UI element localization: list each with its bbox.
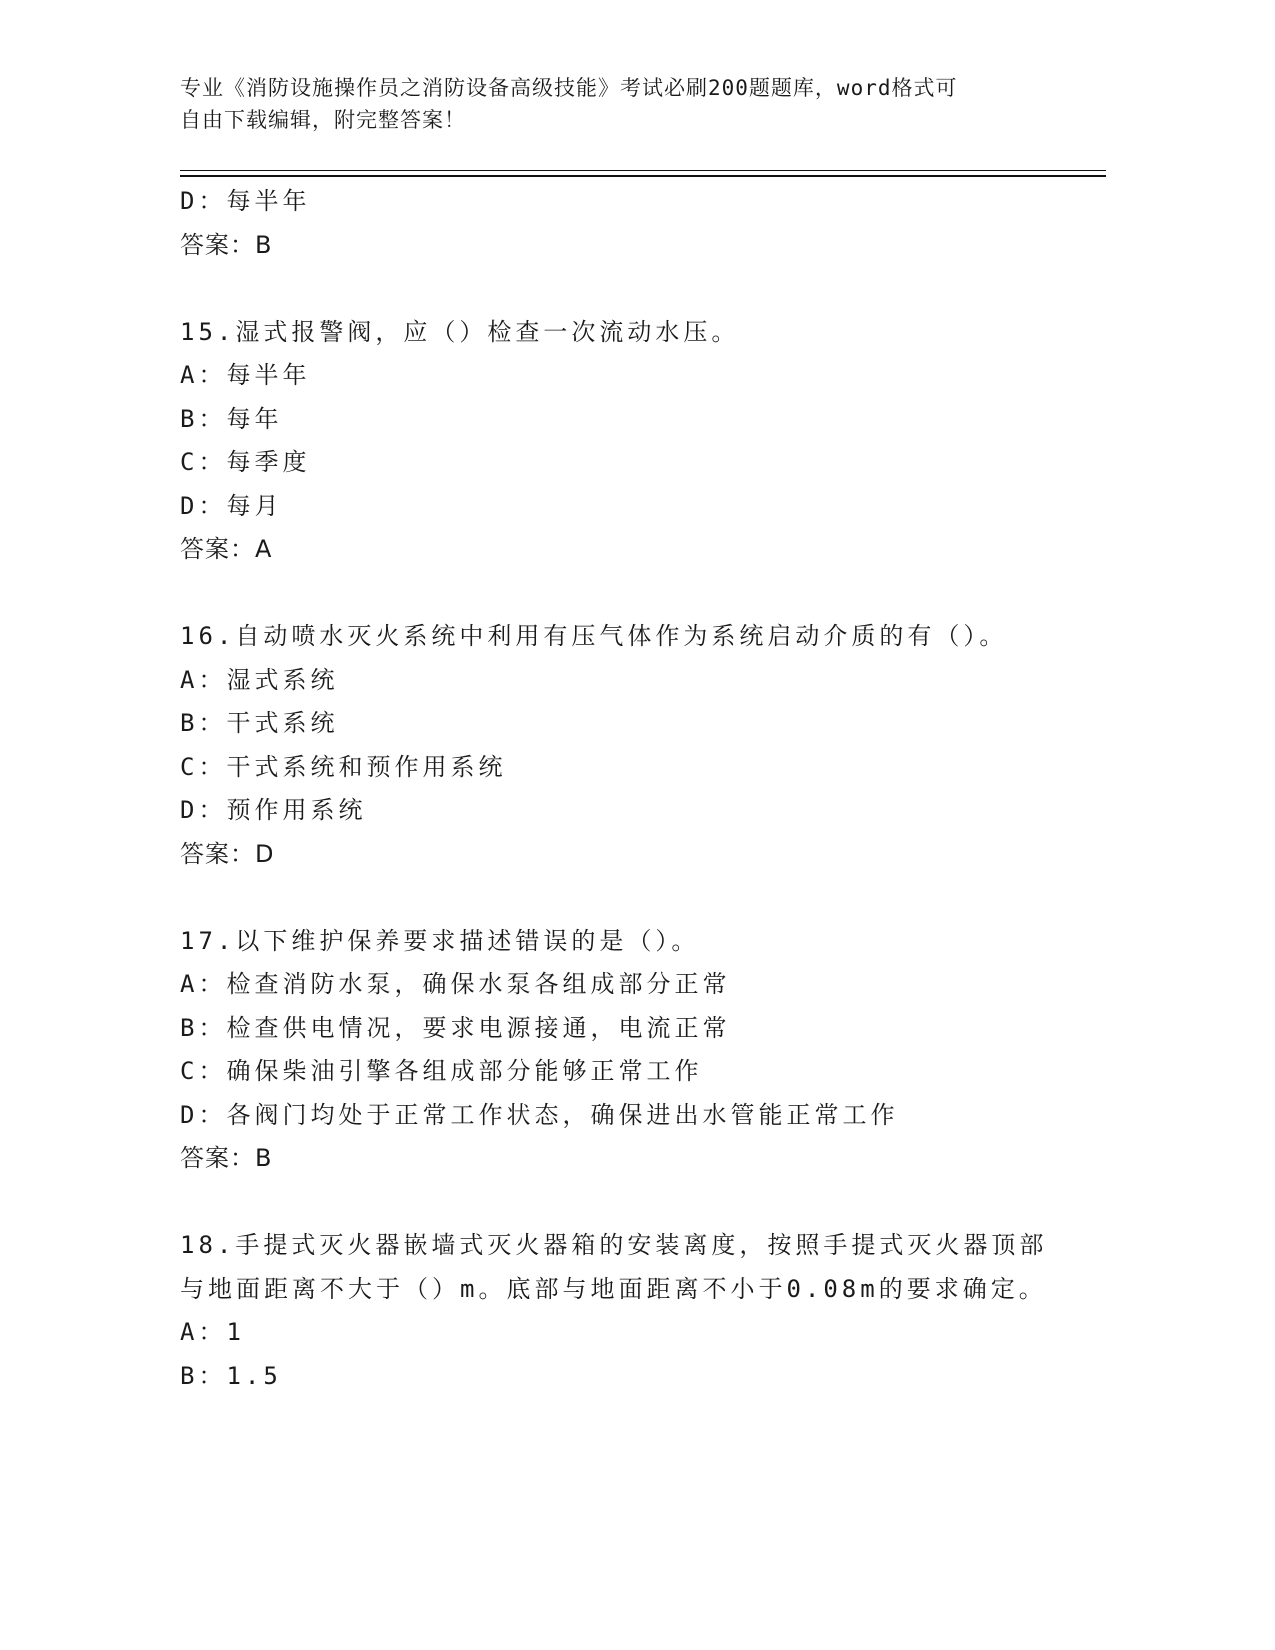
option-b: B：每年 <box>180 404 283 433</box>
option-b: B：检查供电情况，要求电源接通，电流正常 <box>180 1013 731 1042</box>
question-item <box>180 1224 1080 1398</box>
option-a: A：1 <box>180 1318 245 1346</box>
question-item <box>180 920 1080 1181</box>
spacer <box>180 876 1080 920</box>
question-stem: 15.湿式报警阀，应（）检查一次流动水压。 <box>180 317 740 346</box>
option-c: C：确保柴油引擎各组成部分能够正常工作 <box>180 1057 703 1085</box>
spacer <box>180 267 1080 311</box>
question-stem: 16.自动喷水灭火系统中利用有压气体作为系统启动介质的有（）。 <box>180 622 1008 650</box>
question-list <box>180 180 1080 1398</box>
option-d: D：预作用系统 <box>180 796 367 824</box>
header-divider-thin <box>180 170 1106 171</box>
header-line-1: 专业《消防设施操作员之消防设备高级技能》考试必刷200题题库，word格式可 <box>180 76 958 100</box>
question-item <box>180 615 1080 876</box>
answer-line: 答案：B <box>180 1144 273 1172</box>
document-header <box>180 72 1040 136</box>
answer-line: 答案：D <box>180 839 275 868</box>
answer-line: 答案：B <box>180 230 273 259</box>
header-line-2: 自由下载编辑，附完整答案！ <box>180 108 466 132</box>
question-item <box>180 311 1080 572</box>
spacer <box>180 572 1080 616</box>
option-d: D：每半年 <box>180 187 311 215</box>
question-stem-line-1: 18.手提式灭火器嵌墙式灭火器箱的安装离度，按照手提式灭火器顶部 <box>180 1231 1048 1259</box>
header-divider-thick <box>180 175 1106 177</box>
option-a: A：湿式系统 <box>180 665 339 694</box>
spacer <box>180 1181 1080 1225</box>
question-stem: 17.以下维护保养要求描述错误的是（）。 <box>180 926 700 955</box>
option-b: B：1.5 <box>180 1361 282 1390</box>
option-c: C：干式系统和预作用系统 <box>180 752 507 781</box>
option-a: A：每半年 <box>180 361 311 389</box>
question-stem-line-2: 与地面距离不大于（）m。底部与地面距离不小于0.08m的要求确定。 <box>180 1274 1047 1303</box>
answer-line: 答案：A <box>180 535 273 563</box>
option-b: B：干式系统 <box>180 709 339 737</box>
option-a: A：检查消防水泵，确保水泵各组成部分正常 <box>180 970 731 998</box>
option-d: D：各阀门均处于正常工作状态，确保进出水管能正常工作 <box>180 1100 899 1129</box>
option-d: D：每月 <box>180 491 283 520</box>
option-c: C：每季度 <box>180 448 311 476</box>
